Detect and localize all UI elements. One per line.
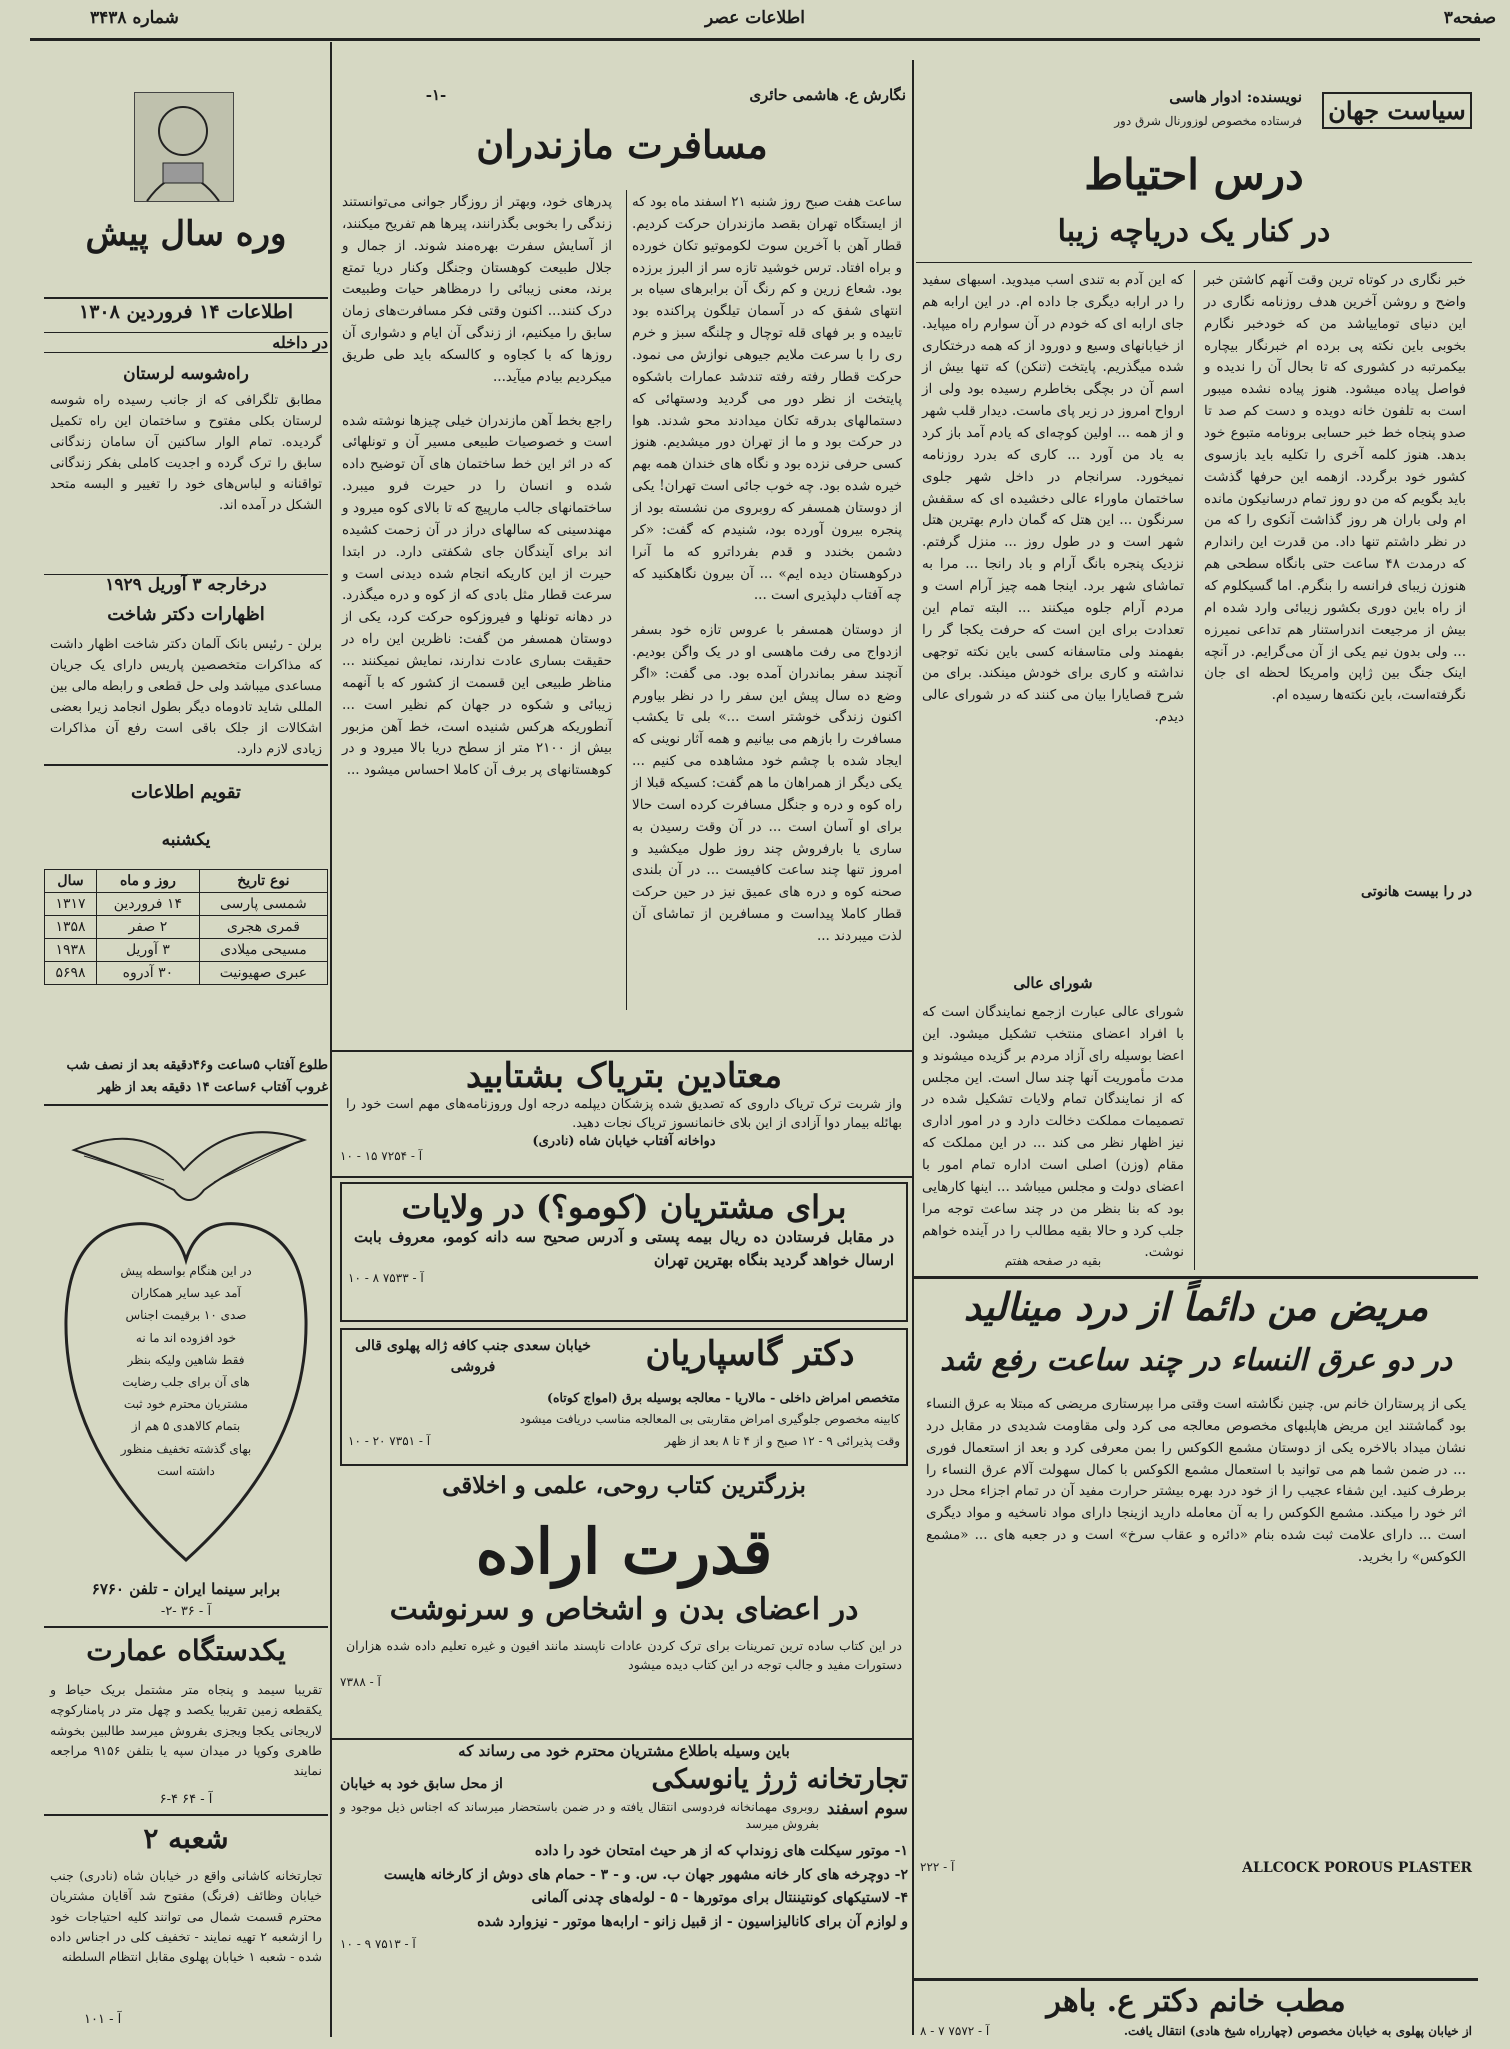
branch-ad-text: تجارتخانه کاشانی واقع در خیابان شاه (نادری) جنب خیابان وظائف (فرنگ) مفتوح شد آقایان مشتریان محترم قسمت شمال می توانند کلیه احتیاجات خود را ازشعبه ۲ تهیه نمایند - تخفیف کلی در اجناس داده شده - شعبه ۱ خیابان پهلوی مقابل انتظام السلطنه [50,1868,322,1964]
cure-ad-brand: ALLCOCK POROUS PLASTER [1242,1860,1472,1876]
sunrise-text: طلوع آفتاب ۵ساعت و۴۶دقیقه بعد از نصف شب [66,1058,328,1073]
middle-divider-1 [332,1050,912,1052]
doctor-ad-code: آ - ۷۳۵۱ ۲۰ - ۱۰ [348,1434,431,1448]
section-foreign: درخارجه ۳ آوریل ۱۹۲۹ [44,574,328,595]
flower-ad-text: در این هنگام بواسطه پیش آمد عید سایر همکاران صدی ۱۰ برقیمت اجناس خود افزوده اند ما نه فقط شاهین ولیکه بنظر های آن برای جلب رضایت مشتریان محترم خود ثبت بتمام کالاهدی ۵ هم از بهای گذشته تخفیف منظور داشته است [120,1264,252,1478]
calendar-table [44,869,328,985]
calendar-header: روز و ماه [97,870,200,893]
clinic-ad-address: از خیابان پهلوی به خیابان مخصوص (چهارراه شیخ هادی) انتقال یافت. [1123,2024,1472,2038]
schacht-heading: اظهارات دکتر شاخت [107,604,265,625]
building-ad-title: یکدستگاه عمارت [86,1634,286,1667]
parts-ad-head: سوم اسفند [826,1799,908,1819]
lorestan-heading: راه‌شوسه لرستان [123,364,249,384]
years-ago-title: وره سال پیش [85,214,287,254]
portrait-icon [133,93,233,203]
doctor-ad [340,1328,908,1466]
list-item: و لوازم آن برای کاناليزاسیون - از قبیل زانو - ارابه‌ها موتور - نیزوارد شده [477,1914,908,1931]
middle-divider-2 [332,1176,912,1178]
cure-ad-text: یکی از پرستاران خانم س. چنین نگاشته است وقتی مرا بپرستاری مریضی که مبتلا به عرق النساء بود گماشتند این مریض هاپلبهای مخصوص معالجه می کرد ولی مقاومت شدیدی در مقابل درد نشان میداد بالاخره یکی از دوستان مشمع الکوکس را بمن معرفی کرد و بعد از استعمال فوری ... در ضمن شما هم می توانید با استعمال مشمع الکوکس با کمال سهولت آلام عرق النساء را برطرف کنید. این شفاء عجیب را از خود درد بهره بیشتر حرارت مفید آن در تمام اجزاء محل درد اثر خود را میکند. مشمع الکوکس را به آن معامله دارید ازینجا دارای مواد ناسخیه و مواد دیگری است ... دارای علامت ثبت شده بنام «دائره و عقاب سرخ» است و در جعبه های ... «مشمع الکوکس» را بخرید. [926,1396,1466,1566]
table-row: شمسی پارسی ۱۴ فروردین ۱۳۱۷ [45,893,328,916]
lorestan-text: مطابق تلگرافی که از جانب رسیده راه شوسه لرستان بکلی مفتوح و ساختمان این راه تکمیل گردیده. تمام الوار ساکنین آن سامان زندگانی سابق را ترک گرده و اجدیت کاملی بفکر زندگانی تواقنانه و لباس‌های خود را تغییر و البسه متحد الشکل در آمده اند. [50,393,322,514]
sunset-text: غروب آفتاب ۶ساعت ۱۴ دقیقه بعد از ظهر [97,1080,328,1095]
cure-ad-title: مریض من دائماً از درد مینالید [963,1284,1429,1329]
book-ad-subtitle: در اعضای بدن و اشخاص و سرنوشت [389,1592,859,1627]
parts-ad-sub: از محل سابق خود به خیابان [340,1776,503,1792]
travel-title: مسافرت مازندران [476,122,768,167]
flower-shop-ad [44,1110,328,1578]
travel-byline: نگارش ع. هاشمی حائری [749,86,906,104]
table-row: عبری صهیونیت ۳۰ آدروه ۵۶۹۸ [45,962,328,985]
clinic-ad-title: مطب خانم دکتر ع. باهر [1046,1984,1346,2019]
opium-ad-title: معتادین بتریاک بشتابید [465,1056,783,1096]
flower-ad-code: آ - ۳۶ -۲- [160,1604,212,1619]
parts-ad-text: روبروی مهمانخانه فردوسی انتقال یافته و در ضمن باستحضار میرساند که اجناس ذیل موجود و بفروش میرسد [340,1800,819,1832]
book-ad-code: آ - ۷۳۸۸ [340,1674,381,1689]
calendar-title: تقویم اطلاعات [131,782,241,803]
right-divider-1 [912,1276,1478,1279]
list-item: ۲- دوچرخه های کار خانه مشهور جهان ب. س. و - ۳ - حمام های دوش از کارخانه هایست [383,1866,908,1883]
calendar-header: سال [45,870,97,893]
doctor-ad-line2: کابینه مخصوص جلوگیری امراض مقاربتی بی المعالجه مناسب دریافت میشود [519,1412,900,1426]
cure-ad-code: آ - ۲۲۲ [920,1860,955,1874]
opium-ad [340,1056,908,1170]
page-number: صفحه۳ [1443,8,1496,28]
branch-ad-title: شعبه ۲ [143,1822,229,1855]
list-item: ۱- موتور سیکلت های زونداپ که از هر حیث امتحان خود را داده [534,1842,908,1859]
book-ad-title: قدرت اراده [475,1515,773,1588]
travel-text-left: پدرهای خود، وبهتر از روزگار جوانی می‌توانستند زندگی را بخوبی بگذرانند، پیرها هم تفریح میکنند، از آسایش سفرت بهره‌مند شوند. از جمال و جلال طبیعت کوهستان وجنگل وکنار دریا تمتع برند، معنی زیبائی را درمظاهر حیات وطبیعت درک کنند... اکنون وقتی فکر مسافرت‌های زمان سابق را میکنیم، از زندگی آن ایام و دشواری آن روزها که با کجاوه و کالسکه باید طی طریق میکردیم بیادم میآید... راجع بخط آهن مازندران خیلی چیزها نوشته شده است و خصوصیات طبیعی مسیر آن و تونلهائی که در اثر این خط ساختمان های آن توضیح داده شده و انسان را در حیرت فرو میبرد. ساختمانهای جالب مارپیچ که تا بالای کوه میرود و مهندسینی که سالهای دراز در آن زحمت کشیده اند برای آیندگان جای شکفتی دارد. در ابتدا حیرت از این کاریکه انجام شده دیدنی است و سرعت قطار مثل بادی که از کوه و دره میگذرد. در دهانه تونلها و فیروزکوه حرکت کرد، یکی از دوستان همسفر من گفت: ناظرین این راه در حقیقت بساری عادت ندارند، نمایش نمیکنند ... مناظر طبیعی این قسمت از کشور که با آنهمه زیبائی و شکوه در جهان کم نظیر است ... آنطوریکه هرکس شنیده است، خط آهن مزبور بیش از ۲۱۰۰ متر از سطح دریا بالا میرود و در کوهستانهای پر برف آن کاملا احساس میشود ... [342,194,612,779]
politics-text-b: که این آدم به تندی اسب میدوید. اسبهای سفید را در ارابه دیگری جا داده ام. در این ارابه هم جای ارابه ای که خودم در آن سوارم راه میپاید. از خیابانهای وسیع و دورود از که همه درختکاری شده میگذریم. پایتخت (تنکن) که تنها بیش از اسم آن در بچگی بخاطرم رسیده بود ولی از ارواح امروز در زیر پای ماست. دیدار قلب شهر و از همه ... اولین کوچه‌ای که یادم آمد باز کرد به یاد من آورد ... کاری که بدرد روزنامه نمیخورد. سرانجام در داخل شهر جلوی ساختمان ماوراء عالی دخشیده ای که سقفش سرنگون ... این هتل که گمان دارم بهترین هتل شهر است و در طول روز ... منزل گرفتم. نزدیک پنجره بانگ آرام و باد رانجا ... مرا به تماشای شهر برد. اینجا همه چیز آرام است و مردم آرام جلوه میکنند ... البته تمام این تعدادت برای این است که حرفت یکجا گر را بفهمند ولی متاسفانه کسی باین نکته توجهی نداشته و کاری برای خودش مینکند. برای من شرح قصایارا بیان می کنند که در شورای عالی دیدم. [922,272,1184,726]
issue-number: شماره ۳۴۳۸ [90,8,179,28]
branch-ad-code: آ - ۱۰۱ [84,2012,122,2027]
komo-ad [340,1182,908,1322]
middle-article [336,44,908,1044]
schacht-text: برلن - رئیس بانک آلمان دکتر شاخت اظهار داشت که مذاکرات متخصصین پاریس دارای یک جریان مساعدی میباشد ولی حل قطعی و رابطه مالی بین المللی شاید تادوماه دیگر بطول انجامد زیرا بعضی اشکالات از جلک باقی است رفع آن مذاکرات زیادی لازم دارد. [50,637,322,758]
middle-divider-3 [332,1738,912,1740]
parts-ad-intro: باین وسیله باطلاع مشتریان محترم خود می رساند که [458,1742,790,1760]
komo-ad-code: آ - ۷۵۳۳ ۸ - ۱۰ [348,1271,424,1285]
parts-ad [340,1742,908,2036]
opium-ad-code: آ - ۷۲۵۴ ۱۵ - ۱۰ [340,1148,423,1163]
politics-subhead-1: در را بیست هانوتی [1361,884,1472,900]
komo-ad-title: برای مشتریان (کومو؟) در ولایات [401,1188,847,1226]
politics-title: درس احتیاط [1084,150,1304,199]
left-column [44,44,328,2039]
left-divider-1 [44,764,328,766]
left-divider-2 [44,1104,328,1106]
politics-author-sub: فرستاده مخصوص لوزورنال شرق دور [1114,114,1302,128]
calendar-weekday: یکشنبه [161,830,211,850]
politics-rule [916,262,1472,263]
years-ago-date: اطلاعات ۱۴ فروردین ۱۳۰۸ [44,297,328,323]
doctor-ad-title: دکتر گاسپاریان [645,1334,855,1374]
middle-inner-rule [626,190,627,1010]
building-ad-code: آ - ۶۴ ۴-۶ [159,1792,213,1807]
travel-text-right: ساعت هفت صبح روز شنبه ۲۱ اسفند ماه بود که از ایستگاه تهران بقصد مازندران حرکت کردیم. قطار آهن با آخرین سوت لکوموتیو تکان خورده و براه افتاد. ترس خوشید تازه سر از البرز برزده بود. شعاع زرین و کم رنگ آن برابرهای سیاه بر انتهای شفق که در آسمان تیلگون پراکنده بود تابیده و بر فهای قله توچال و چلنگه سبز و خرم ری را با سرعت ملایم جیوهی نوازش می نمود. حرکت قطار رفته رفته تندشد عمارات باشکوه پایتخت از نظر دور می گردید ودستهائی که دستمالهای بدرقه تکان میدادند محو شدند. هوا در حرکت بود و ما از تهران دور میشدیم. هنوز کسی حرفی نزده بود و نگاه های خندان همه بهم خیره شده بود. چه خوب جائی است تهران! یکی از دوستان همسفر که روبروی من نشسته بود از پنجره بیرون آورده بود، شنیدم که گفت: «کر دشمن بخندد و قدم بفرداترو که ما آنرا درکوهستان دیده ایم» ... آن بیرون نگاهکنید که چه آفتاب دلپذیری است ... [632,194,902,604]
politics-text-a: خبر نگاری در کوتاه ترین وقت آنهم کاشتن خبر واضح و روشن آخرین هدف روزنامه نگاری در این دنیای توماییاشد من که خودخبر نگارم بخوبی باین نکته پی برده ام خبرنگار بیچاره بیکمرتبه در کشوری که تا بحال آن را ندیده و فواصل پیاده میشود. هنوز پیاده نشده میبور است به تلفون خانه دویده و دست کم صد تا صدو پنجاه خط خبر حسابی برونامه متبوع خود بدهد. هنوز کلمه آخری را تکلیه باید بازسوی کشور خود برگردد. ازهمه این حرفها گذشت باید بگویم که من دو روز تمام درسانیکون مانده ام ولی باران هر روز گذاشت آنکوی را که من در نظر داشتم تنها داد. من قدرت این راندارم که درمدت ۴۸ ساعت حتی بانگاه سطحی هم هنوزن زیبای فرانسه را بنگرم. اما گسیکلوم که از راه باین دوری بکشور زیبائی وارد شده ام بیش از مرجیعت اندراستنار هم تداعی نمیرزه ... ولی بدون نیم یکی از آن می‌گرایم. در آنچه اینک جنگ بین ژاپن وامریکا لحظه ای جان نگرفته‌است، باین نکته‌ها رسیده ام. [1204,272,1466,704]
opium-ad-footer: دواخانه آفتاب خیابان شاه (نادری) [532,1133,716,1149]
book-ad-top: بزرگترین کتاب روحی، علمی و اخلاقی [442,1472,806,1499]
left-divider-3 [44,1626,328,1628]
politics-continue: بقیه در صفحه هفتم [1004,1254,1102,1268]
cure-ad-subtitle: در دو عرق النساء در چند ساعت رفع شد [939,1343,1453,1378]
politics-inner-rule [1194,270,1195,1270]
masthead-rule [30,38,1480,41]
portrait-illustration [134,92,234,202]
newspaper-name: اطلاعات عصر [705,8,805,28]
table-row: قمری هجری ۲ صفر ۱۳۵۸ [45,916,328,939]
flower-ad-footer: برابر سینما ایران - تلفن ۶۷۶۰ [91,1580,281,1598]
politics-author: نویسنده: ادوار هاسی [1169,88,1302,106]
book-ad-text: در این کتاب ساده ترین تمرینات برای ترک کردن عادات ناپسند مانند افیون و غیره تعلیم داده شده هزاران دستورات مفید و جالب توجه در این کتاب دیده میشود [346,1638,902,1672]
cure-ad [920,1284,1472,1974]
right-divider-2 [912,1978,1478,1981]
doctor-ad-line3: وقت پذیرائی ۹ - ۱۲ صبح و از ۴ تا ۸ بعد از ظهر [664,1434,900,1448]
politics-subtitle: در کنار یک دریاچه زیبا [1057,214,1331,249]
politics-subhead-2: شورای عالی [1013,974,1093,992]
parts-ad-items [340,1840,908,1935]
komo-ad-text: در مقابل فرستادن ده ریال بیمه پستی و آدرس صحیح سه دانه کومو، معروف بابت ارسال خواهد گردید بنگاه بهترین تهران [354,1228,894,1269]
column-rule-right [912,60,914,2035]
parts-ad-title: تجارتخانه ژرژ یانوسکی [651,1764,908,1795]
politics-text-c: شورای عالی عبارت ازجمع نمایندگان است که با افراد اعضای منتخب تشکیل میشود. این اعضا بوسیله رای آزاد مردم بر گزیده میشوند و مدت مأموریت آنها چند سال است. این مجلس که از نمایندگان تمام ولایات تشکیل شده در تصمیمات مملکت دخالت دارد و در امور اداری نیز اظهار نظر می کند ... در این مملکت که مقام (وزن) اصلی است اداره تمام امور با اعضای دولت و مجلس میباشد ... اینها کارهایی بود که بنا بنظر من در چند ساعت توجه مرا جلب کرد و حالا بقیه مطالب را در آینده خواهم نوشت. [922,1004,1184,1261]
opium-ad-text: واز شربت ترک تریاک داروی که تصدیق شده پزشکان دیپلمه درجه اول وروزنامه‌های مهم است خود را بهائله بیمار دوا آزادی از این بلای خانمانسوز تریاک نجات دهید. [346,1097,902,1131]
doctor-ad-address: خیابان سعدی جنب کافه ژاله پهلوی قالی فروشی [355,1338,591,1375]
left-divider-4 [44,1814,328,1816]
travel-part-number: -۱- [425,86,447,104]
politics-section-title: سیاست جهان [1322,92,1472,129]
table-row: مسیحی میلادی ۳ آوریل ۱۹۳۸ [45,939,328,962]
book-ad [340,1472,908,1734]
doctor-ad-specialty: متخصص امراض داخلی - مالاریا - معالجه بوسیله برق (امواج کوتاه) [547,1390,900,1405]
clinic-ad-code: آ - ۷۵۷۲ ۷ - ۸ [920,2024,990,2038]
list-item: ۴- لاستیکهای کونتیننتال برای موتورها - ۵ - لوله‌های چدنی آلمانی [531,1890,908,1907]
parts-ad-code: آ - ۷۵۱۳ ۹ - ۱۰ [340,1936,416,1951]
section-domestic: در داخله [44,332,328,353]
building-ad-text: تقریبا سیمد و پنجاه متر مشتمل بریک حیاط و یکقطعه زمین تقریبا یکصد و چهل متر در پامنارکوچه لاریجانی یکجا ویجزی بفروش میرسد طالبین بخوشه طاهری وکوپا در میدان سپه یا بتلفن ۹۱۵۶ مراجعه نمایند [50,1682,323,1778]
calendar-header: نوع تاریخ [199,870,327,893]
travel-text-center: از دوستان همسفر با عروس تازه خود بسفر ازدواج می رفت ماهسی او در یک واگن بودیم. آنچند سفر بماندران آمده بود. می گفت: «اگر وضع ده سال پیش این سفر را در نظر بیاورم اکنون زندگی خوشتر است ...» بلی تا یکشب مسافرت را بازهم می بیانیم و همه آثار نوینی که ایجاد شده با چشم خود مشاهده می کنیم ... یکی دیگر از همراهان ما هم گفت: کسیکه قبلا از راه کوه و دره و جنگل مسافرت کرده است حالا برای او آسان است ... در آن وقت رسیدن به ساری یا بارفروش چند روز طول میکشید و امروز تنها چند ساعت کافیست ... در آن بلندی صحنه کوه و دره های عمیق نیز در حین حرکت قطار کاملا پیداست و مسافرین از تماشای آن لذت میبردند ... [632,622,902,945]
